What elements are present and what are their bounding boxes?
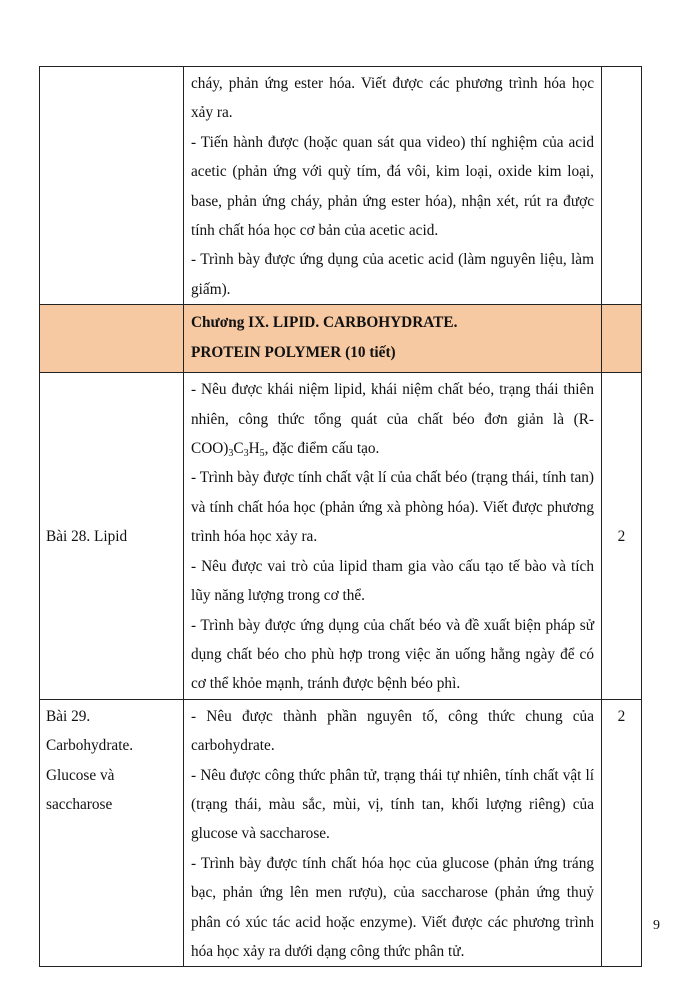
chapter-title-cell (184, 305, 602, 373)
page-number: 9 (653, 918, 660, 933)
content-paragraph: cháy, phản ứng ester hóa. Viết được các phương trình hóa học xảy ra. (191, 75, 594, 122)
content-paragraph: - Trình bày được ứng dụng của acetic acid (làm nguyên liệu, làm giấm). (191, 251, 594, 298)
lesson-title-line: Glucose và (46, 766, 115, 784)
lesson-cell-empty (40, 67, 184, 305)
table-row-lipid (40, 373, 642, 699)
table-row-continuation (40, 67, 642, 305)
content-paragraph: - Trình bày được tính chất vật lí của chất béo (trạng thái, tính tan) và tính chất hóa học (phản ứng xà phòng hóa). Viết được phương trình hóa học xảy ra. (191, 469, 594, 546)
content-cell (184, 699, 602, 967)
lesson-cell-carbohydrate (40, 699, 184, 967)
content-paragraph: - Nêu được vai trò của lipid tham gia vào cấu tạo tế bào và tích lũy năng lượng trong cơ thể. (191, 557, 594, 605)
content-paragraph: - Trình bày được tính chất hóa học của glucose (phản ứng tráng bạc, phản ứng lên men rượu), của saccharose (phản ứng thuỷ phân có xúc tác acid hoặc enzyme). Viết được các phương trình hóa học xảy ra dưới dạng công thức phân tử. (191, 854, 594, 960)
content-cell (184, 67, 602, 305)
periods-cell-lipid (602, 373, 642, 699)
periods-value: 2 (617, 528, 626, 546)
chapter-title-line2: PROTEIN POLYMER (10 tiết) (191, 343, 396, 361)
periods-value: 2 (617, 707, 626, 725)
content-paragraph: - Nêu được thành phần nguyên tố, công thức chung của carbohydrate. (191, 707, 594, 755)
content-paragraph: - Nêu được công thức phân tử, trạng thái tự nhiên, tính chất vật lí (trạng thái, màu sắc, mùi, vị, tính tan, khối lượng riêng) của glucose và saccharose. (191, 766, 594, 843)
lesson-title: Bài 28. Lipid (46, 528, 128, 546)
periods-cell-empty (602, 67, 642, 305)
lesson-title-line: Bài 29. (46, 707, 91, 725)
content-paragraph: - Tiến hành được (hoặc quan sát qua video) thí nghiệm của acid acetic (phản ứng với quỳ tím, đá vôi, kim loại, oxide kim loại, base, phản ứng cháy, phản ứng ester hóa), nhận xét, rút ra được tính chất hóa học cơ bản của acetic acid. (191, 133, 594, 240)
chapter-title-line1: Chương IX. LIPID. CARBOHYDRATE. (191, 314, 458, 332)
chapter-row (40, 305, 642, 373)
lesson-title-line: Carbohydrate. (46, 737, 134, 755)
content-cell (184, 373, 602, 699)
curriculum-table (39, 66, 642, 967)
lesson-title-line: saccharose (46, 795, 113, 813)
content-paragraph: - Nêu được khái niệm lipid, khái niệm chất béo, trạng thái thiên nhiên, công thức tổng quát của chất béo đơn giản là $(R-COO)_3C_3H_5$, đặc điểm cấu tạo. (191, 381, 594, 460)
chapter-left-cell (40, 305, 184, 373)
content-paragraph: - Trình bày được ứng dụng của chất béo và đề xuất biện pháp sử dụng chất béo cho phù hợp trong việc ăn uống hằng ngày để có cơ thể khỏe mạnh, tránh được bệnh béo phì. (191, 616, 594, 693)
lesson-cell-lipid (40, 373, 184, 699)
table-row-carbohydrate (40, 699, 642, 967)
chapter-right-cell (602, 305, 642, 373)
